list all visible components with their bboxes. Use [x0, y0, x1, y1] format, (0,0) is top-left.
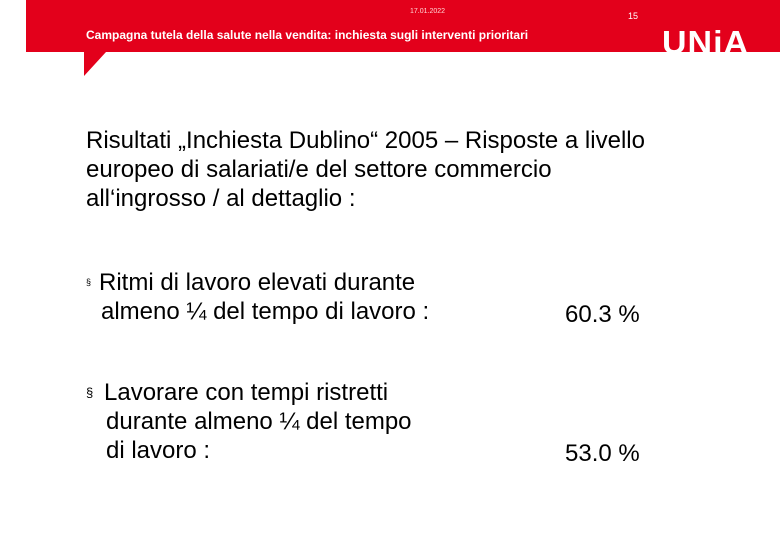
bullet-text-line: Ritmi di lavoro elevati durante: [99, 269, 416, 296]
bullet-value: 60.3 %: [565, 301, 640, 328]
bullet-value: 53.0 %: [565, 440, 640, 467]
bullet-text-line: di lavoro :: [106, 437, 211, 464]
slide-title-line: Risultati „Inchiesta Dublino“ 2005 – Risposte a livello: [86, 127, 645, 154]
bullet-item: [86, 268, 429, 326]
page-number: 15: [628, 11, 639, 21]
bullet-text-line: almeno ¼ del tempo di lavoro :: [101, 298, 430, 325]
bullet-marker-icon: §: [86, 385, 94, 400]
unia-logo: UNiA: [662, 24, 750, 62]
bullet-text: [86, 268, 429, 326]
bullet-marker-icon: §: [86, 277, 92, 287]
bullet-text: [86, 378, 412, 465]
bullet-text-line: durante almeno ¼ del tempo: [106, 408, 412, 435]
bullet-item: [86, 378, 412, 465]
slide-title-line: all‘ingrosso / al dettaglio :: [86, 185, 356, 212]
header-band-tail: [84, 52, 106, 76]
bullet-text-line: Lavorare con tempi ristretti: [104, 379, 389, 406]
header-title: Campagna tutela della salute nella vendita: inchiesta sugli interventi prioritari: [86, 28, 529, 42]
header-date: 17.01.2022: [410, 8, 446, 15]
slide-title: [86, 126, 766, 213]
slide-title-line: europeo di salariati/e del settore commercio: [86, 156, 552, 183]
